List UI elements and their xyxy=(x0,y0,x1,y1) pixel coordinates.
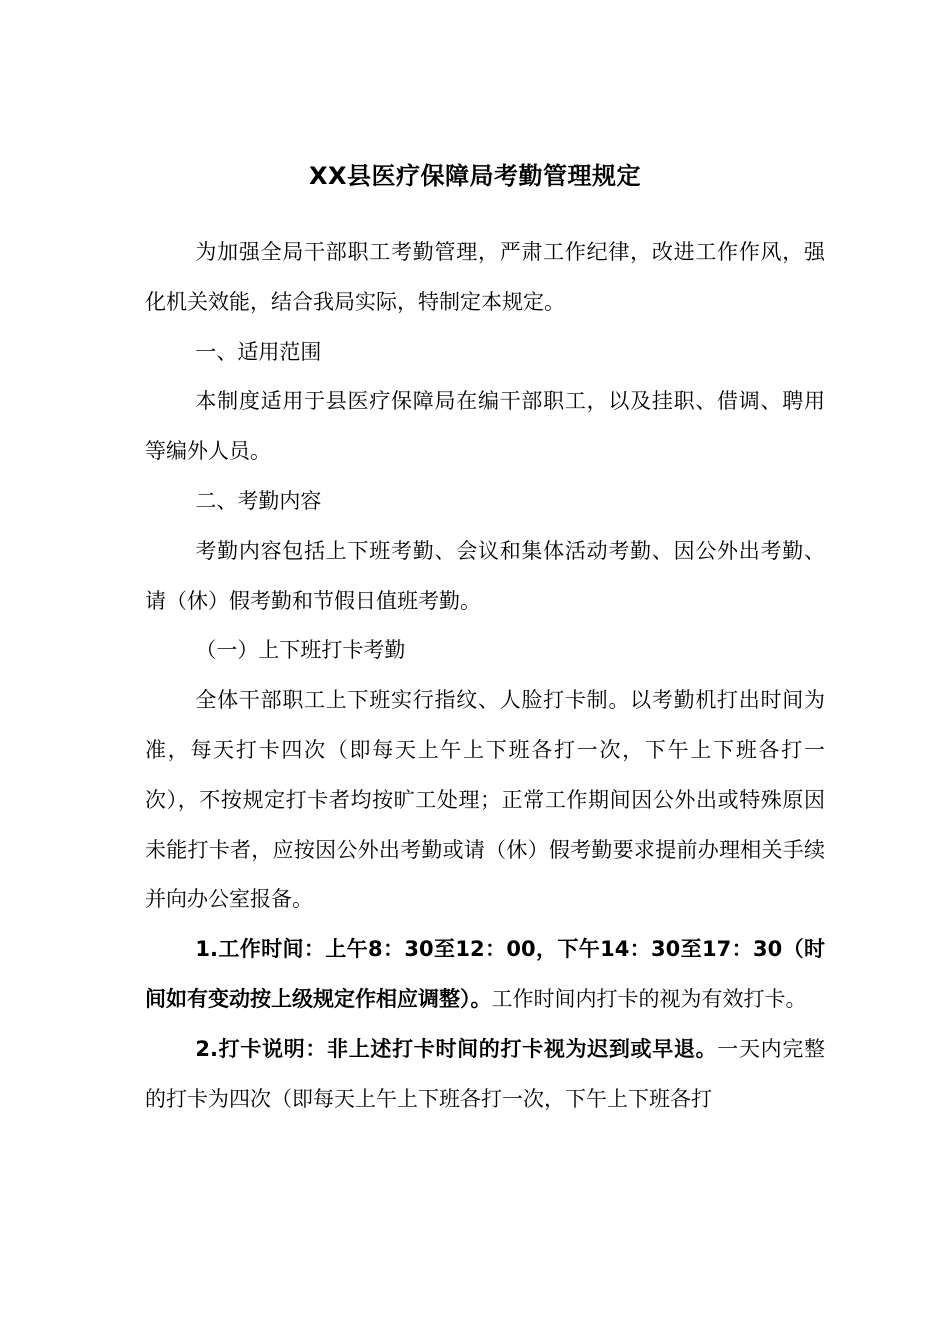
item-2-paragraph xyxy=(145,1025,825,1125)
item-1-paragraph xyxy=(145,925,825,1025)
intro-paragraph: 为加强全局干部职工考勤管理，严肃工作纪律，改进工作作风，强化机关效能，结合我局实际，特制定本规定。 xyxy=(145,240,825,314)
item-2-text: 一天内完整的打卡为四次（即每天上午上下班各打一次，下午上下班各打 xyxy=(145,1036,825,1111)
section-2-heading: 二、考勤内容 xyxy=(195,488,322,513)
document-body xyxy=(145,228,825,1124)
item-1-bold-text: 1.工作时间：上午8：30至12：00，下午14：30至17：30（时间如有变动按上级规定作相应调整）。 xyxy=(145,937,825,1011)
item-1-text: 工作时间内打卡的视为有效打卡。 xyxy=(491,986,807,1011)
section-1-heading: 一、适用范围 xyxy=(195,339,322,364)
document-title: XX县医疗保障局考勤管理规定 xyxy=(308,162,641,190)
subsection-1-heading: （一）上下班打卡考勤 xyxy=(195,638,406,663)
section-1-paragraph: 本制度适用于县医疗保障局在编干部职工，以及挂职、借调、聘用等编外人员。 xyxy=(145,389,825,464)
subsection-1-paragraph: 全体干部职工上下班实行指纹、人脸打卡制。以考勤机打出时间为准，每天打卡四次（即每天上午上下班各打一次，下午上下班各打一次），不按规定打卡者均按旷工处理；正常工作期间因公外出或特殊原因未能打卡者，应按因公外出考勤或请（休）假考勤要求提前办理相关手续并向办公室报备。 xyxy=(145,688,825,912)
section-2-paragraph: 考勤内容包括上下班考勤、会议和集体活动考勤、因公外出考勤、请（休）假考勤和节假日值班考勤。 xyxy=(145,538,825,613)
item-2-bold-text: 2.打卡说明：非上述打卡时间的打卡视为迟到或早退。 xyxy=(195,1036,718,1061)
